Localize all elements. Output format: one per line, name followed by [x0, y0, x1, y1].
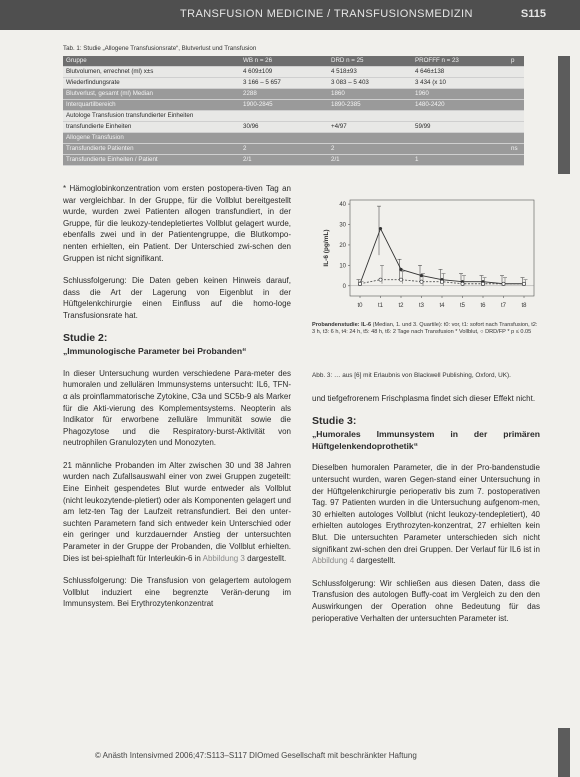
y-axis-label: IL-6 (pg/mL)	[323, 229, 330, 267]
table-row	[63, 56, 524, 67]
table-cell: 2/1	[243, 156, 252, 163]
data-point	[522, 282, 525, 285]
chart-caption-text: (Median, 1. und 3. Quartile): t0: vor, t1: sofort nach Transfusion, t2: 3 h, t3: 6 h, t4: 24 h, t5: 48 h, t6: 2 Tage nach Transfusion * Vollblut, ○ DRD/FP * p ≤ 0.05	[312, 322, 538, 335]
table-cell: 3 083 – 5 403	[331, 79, 369, 86]
paragraph	[63, 368, 291, 449]
table-row	[63, 122, 524, 133]
table-cell: 30/96	[243, 123, 259, 130]
data-point	[420, 280, 423, 283]
table-caption: Tab. 1: Studie „Allogene Transfusionsrate“, Blutverlust und Transfusion	[63, 45, 257, 52]
table-cell: 2/1	[331, 156, 340, 163]
left-column	[63, 183, 291, 621]
table-cell: Transfundierte Einheiten / Patient	[66, 156, 158, 163]
data-point	[502, 282, 505, 285]
section-subheading: „Immunologische Parameter bei Probanden“	[63, 346, 247, 357]
data-point	[440, 280, 443, 283]
series-line	[360, 229, 524, 284]
x-tick-label: t8	[521, 303, 527, 309]
x-tick-label: t1	[377, 303, 384, 309]
x-tick-label: t4	[439, 303, 445, 309]
table-cell: Wiederfindungsrate	[66, 79, 120, 86]
table-row	[63, 89, 524, 100]
table-cell: Transfundierte Patienten	[66, 145, 134, 152]
table-row	[63, 100, 524, 111]
page-header	[0, 0, 580, 30]
table-cell: 1	[415, 156, 419, 163]
table-cell: 4 518±93	[331, 68, 357, 75]
table-cell: 1960	[415, 90, 429, 97]
table-cell: 4 609±109	[243, 68, 273, 75]
right-column	[312, 393, 540, 635]
x-tick-label: t7	[500, 303, 507, 309]
table-cell: 1890-2385	[331, 101, 361, 108]
chart-caption	[312, 322, 540, 336]
y-tick-label: 20	[339, 242, 346, 249]
table-row	[63, 111, 524, 122]
table-cell: 4 646±138	[415, 68, 445, 75]
table-row	[63, 67, 524, 78]
paragraph: Schlussfolgerung: Die Daten geben keinen Hinweis darauf, dass die Art der Lagerung von Eigenblut in der Hüftgelenkchirurgie einen Einfluss auf die homo-loge Transfusionsrate hat.	[63, 276, 291, 320]
paragraph: Schlussfolgerung: Die Transfusion von gelagertem autologem Vollblut induziert eine begrenzte Verän-derung im Immunsystem. Bei Erythrozytenkonzentrat	[63, 576, 291, 609]
figure-link[interactable]: Abbildung 4	[312, 556, 355, 566]
paragraph: Schlussfolgerung: Wir schließen aus diesen Daten, dass die Transfusion des autologen Buffy-coat im Vergleich zu den den Auswirkungen der Operation ohne Bedeutung für das perioperative Verhalten der untersuchten Parameter ist.	[312, 578, 540, 623]
table-cell: WB n = 26	[243, 57, 273, 64]
table-row	[63, 144, 524, 155]
chart-caption-title: Probandenstudie: IL-6	[312, 322, 372, 328]
il6-chart	[312, 192, 542, 322]
table-cell: transfundierte Einheiten	[66, 123, 132, 130]
table-cell: 1900-2845	[243, 101, 273, 108]
table-cell: ns	[511, 145, 518, 152]
section-subheading: „Humorales Immunsystem in der primären Hüftgelenkendoprothetik“	[312, 429, 540, 451]
page-footer: © Anästh Intensivmed 2006;47:S113–S117 DIOmed Gesellschaft mit beschränkter Haftung	[95, 751, 417, 760]
x-tick-label: t5	[459, 303, 466, 309]
paragraph-text: Dieselben humoralen Parameter, die in der Pro-bandenstudie untersucht wurden, waren Gegen-stand einer Untersuchung in der Hüftgelenkchirurgie perioperativ bis zum 7. postoperativen Tag. 97 Patienten wurden in die Untersuchung aufgenom-men, 30 erhielten autologes Vollblut (nicht leukozy-tendepletiert), 40 erhielten autologes Erythrozyten-konzentrat, 27 erhielten kein Blut. Die untersuchten Parameter unterschieden sich nicht signifikant zwi-schen den drei Gruppen. Der Verlauf für IL6 ist in	[312, 463, 540, 554]
x-tick-label: t3	[418, 303, 425, 309]
table-cell: 2	[331, 145, 335, 152]
paragraph: * Hämoglobinkonzentration vom ersten postopera-tiven Tag an war vergleichbar. In der Gruppe, für die Vollblut bereitgestellt wurde, wurden zwei Patienten allogen transfundiert, in der Gruppe, für die leukozy-tendepletiertes Vollblut gelagert wurde, ebenfalls zwei und in der Patientengruppe, die Blutkompo-nenten erhielten, ein Patient. Der Unterschied zwi-schen den Gruppen ist nicht signifikant.	[63, 184, 291, 263]
table-cell: Interquartilbereich	[66, 101, 116, 108]
table-cell: Allogene Transfusion	[66, 134, 124, 141]
paragraph	[63, 460, 291, 564]
table-cell: p	[511, 57, 515, 64]
y-tick-label: 30	[339, 222, 346, 229]
y-tick-label: 10	[339, 263, 346, 270]
table-cell: DRD n = 25	[331, 57, 364, 64]
figure-note: Abb. 3: … aus [6] mit Erlaubnis von Blackwell Publishing, Oxford, UK).	[312, 372, 511, 379]
x-tick-label: t6	[480, 303, 486, 309]
table-row	[63, 78, 524, 89]
data-point	[358, 282, 361, 285]
side-tab-top	[558, 56, 570, 174]
table-row	[63, 155, 524, 166]
data-point	[379, 227, 382, 230]
figure-link[interactable]: Abbildung 3	[202, 553, 245, 563]
x-tick-label: t0	[357, 303, 363, 309]
x-tick-label: t2	[398, 303, 404, 309]
table-cell: 2288	[243, 90, 257, 97]
data-point	[399, 268, 402, 271]
table-cell: Blutvolumen, errechnet (ml) x±s	[66, 68, 154, 75]
section-heading: Studie 2:	[63, 331, 108, 344]
data-point	[461, 282, 464, 285]
table-row	[63, 133, 524, 144]
table-cell: Autologe Transfusion transfundierter Einheiten	[66, 112, 194, 119]
paragraph	[312, 462, 540, 566]
side-tab-bottom	[558, 728, 570, 777]
paragraph-text: dargestellt.	[356, 556, 396, 566]
page-number: S115	[520, 8, 546, 20]
data-point	[399, 278, 402, 281]
table-cell: 1480-2420	[415, 101, 445, 108]
table-cell: 1860	[331, 90, 345, 97]
paragraph-text: In dieser Untersuchung wurden verschiedene Para-meter des humoralen und zellulären Immunsystems untersucht: IL6, TFN-α als proinflammatorische Zytokine, C3a und SC5b-9 als Marker für die Akti-vierung des Komplementsystems. Neopterin als Indikator für erworbene zelluläre Immunität sowie die Phagozytose und die Respiratory-burst-Aktivität von neutrophilen Granulozyten und Monozyten.	[63, 368, 291, 448]
table-cell: Blutverlust, gesamt (ml) Median	[66, 90, 153, 97]
y-tick-label: 40	[339, 202, 346, 209]
header-title: TRANSFUSION MEDICINE / TRANSFUSIONSMEDIZIN	[180, 8, 473, 20]
y-tick-label: 0	[342, 283, 346, 290]
table-cell: 3 434 (x 10	[415, 79, 446, 86]
paragraph-text: dargestellt.	[247, 553, 287, 563]
data-point	[420, 274, 423, 277]
paragraph-text: 21 männliche Probanden im Alter zwischen 30 und 38 Jahren wurden nach Zufallsauswahl einer von zwei Gruppen zugeteilt: Eine Einheit gespendetes Blut wurde entweder als Vollblut (nicht leukozytende-pletiert) oder als Komponenten gelagert und am letz-ten Tag der Laufzeit retransfundiert. Bei den unter-suchten Parametern fand sich entweder kein Unterschied oder ein geringer und kurzdauernder Anstieg der untersuchten Parameter in der Gruppe der Probanden, die Vollblut erhielten. Dies ist bei-spielhaft für Interleukin-6 in	[63, 460, 291, 563]
table-cell: 3 166 – 5 657	[243, 79, 281, 86]
paragraph: und tiefgefrorenem Frischplasma findet sich dieser Effekt nicht.	[312, 394, 536, 403]
table-cell: PROFFF n = 23	[415, 57, 459, 64]
data-point	[481, 282, 484, 285]
table-cell: +4/97	[331, 123, 347, 130]
section-heading: Studie 3:	[312, 414, 357, 427]
table-cell: 59/99	[415, 123, 431, 130]
data-point	[379, 278, 382, 281]
results-table	[63, 46, 524, 166]
table-cell: 2	[243, 145, 247, 152]
table-cell: Gruppe	[66, 57, 87, 64]
